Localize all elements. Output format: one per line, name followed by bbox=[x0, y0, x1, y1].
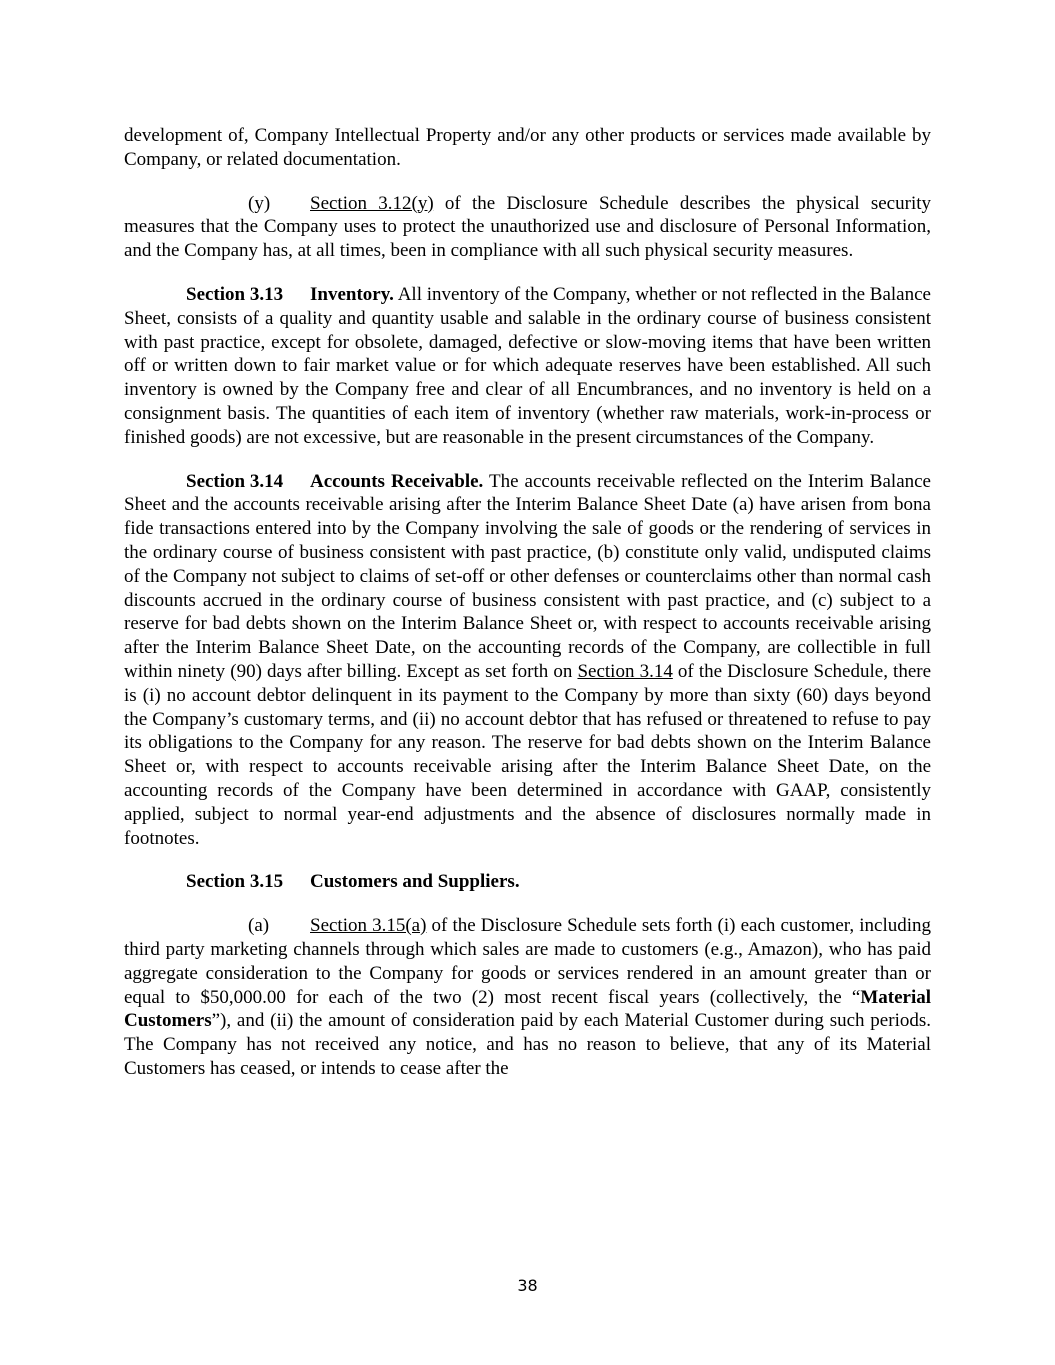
subsection-a bbox=[124, 914, 931, 1081]
section-number: Section 3.13 bbox=[186, 283, 284, 305]
section-title: Inventory. bbox=[310, 283, 394, 305]
paragraph-text: The accounts receivable reflected on the Interim Balance Sheet and the accounts receivable arising after the Interim Balance Sheet Date (a) have arisen from bona fide transactions entered into by the Company involving the sale of goods or the rendering of services in the ordinary course of business consistent with past practice, (b) constitute only valid, undisputed claims of the Company not subject to claims of set-off or other defenses or counterclaims other than normal cash discounts accrued in the ordinary course of business consistent with past practice, and (c) subject to a reserve for bad debts shown on the Interim Balance Sheet or, with respect to accounts receivable arising after the Interim Balance Sheet Date, on the accounting records of the Company, are collectible in full within ninety (90) days after billing. Except as set forth on bbox=[124, 470, 931, 682]
paragraph-text: of the Disclosure Schedule, there is (i) no account debtor delinquent in its payment to the Company by more than sixty (60) days beyond the Company’s customary terms, and (ii) no account debtor that has refused or threatened to refuse to pay its obligations to the Company for any reason. The reserve for bad debts shown on the Interim Balance Sheet or, with respect to accounts receivable arising after the Interim Balance Sheet Date, on the accounting records of the Company have been determined in accordance with GAAP, consistently applied, subject to normal year-end adjustments and the absence of disclosures normally made in footnotes. bbox=[124, 660, 932, 849]
page-number: 38 bbox=[517, 1276, 538, 1295]
defined-term: Material Customers bbox=[124, 986, 931, 1032]
section-number: Section 3.15 bbox=[186, 871, 284, 893]
section-reference-link: Section 3.15(a) bbox=[310, 915, 427, 937]
section-title: Accounts Receivable. bbox=[310, 470, 484, 492]
section-3-13 bbox=[124, 283, 931, 450]
paragraph-text: of the Disclosure Schedule sets forth (i) each customer, including third party marketing channels through which sales are made to customers (e.g., Amazon), who has paid aggregate consideration to the Company for goods or services rendered in an amount greater than or equal to $50,000.00 for each of the two (2) most recent fiscal years (collectively, the “ bbox=[124, 915, 932, 1008]
subsection-label: (a) bbox=[248, 915, 270, 937]
subsection-label: (y) bbox=[248, 192, 271, 214]
section-number: Section 3.14 bbox=[186, 470, 284, 492]
section-reference-link: Section 3.14 bbox=[577, 660, 673, 682]
section-3-14 bbox=[124, 470, 931, 851]
subsection-y bbox=[124, 192, 931, 263]
section-3-15-heading bbox=[124, 870, 931, 894]
document-page bbox=[124, 124, 931, 1101]
paragraph-text: of the Disclosure Schedule describes the physical security measures that the Company uses to protect the unauthorized use and disclosure of Personal Information, and the Company has, at all times, been in compliance with all such physical security measures. bbox=[124, 192, 931, 262]
paragraph-continuation bbox=[124, 124, 931, 172]
paragraph-text: ”), and (ii) the amount of consideration paid by each Material Customer during such periods. The Company has not received any notice, and has no reason to believe, that any of its Material Customers has ceased, or intends to cease after the bbox=[124, 1010, 931, 1079]
paragraph-text: All inventory of the Company, whether or not reflected in the Balance Sheet, consists of a quality and quantity usable and salable in the ordinary course of business consistent with past practice, except for obsolete, damaged, defective or slow-moving items that have been written off or written down to fair market value or for which adequate reserves have been established. All such inventory is owned by the Company free and clear of all Encumbrances, and no inventory is held on a consignment basis. The quantities of each item of inventory (whether raw materials, work-in-process or finished goods) are not excessive, but are reasonable in the present circumstances of the Company. bbox=[124, 283, 931, 448]
paragraph-text: development of, Company Intellectual Property and/or any other products or services made available by Company, or related documentation. bbox=[124, 125, 931, 170]
section-title: Customers and Suppliers. bbox=[310, 871, 520, 893]
section-reference-link: Section 3.12(y) bbox=[310, 192, 434, 214]
